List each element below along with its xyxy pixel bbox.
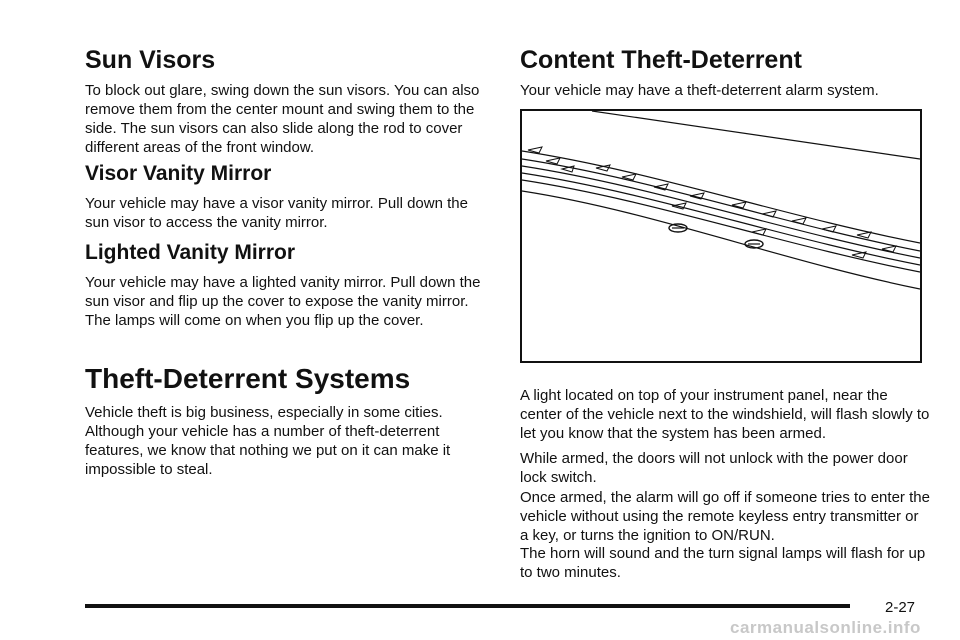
content-theft-p3: Once armed, the alarm will go off if someone tries to enter the vehicle without using the remote keyless entry transmitter or a key, or turns the ignition to ON/RUN. [520, 489, 930, 544]
page-number: 2-27 [885, 599, 916, 616]
sun-visors-body: To block out glare, swing down the sun visors. You can also remove them from the center mount and swing them to the side. The sun visors can also slide along the rod to cover different areas of the front window. [85, 82, 480, 156]
sun-visors-heading: Sun Visors [85, 46, 216, 74]
content-theft-p2: While armed, the doors will not unlock with the power door lock switch. [520, 450, 908, 486]
visor-vanity-heading: Visor Vanity Mirror [85, 162, 272, 185]
content-theft-p1: A light located on top of your instrument panel, near the center of the vehicle next to the windshield, will flash slowly to let you know that the system has been armed. [520, 387, 930, 442]
watermark-logo: carmanualsonline.info [730, 618, 921, 637]
windshield-defrost-vent-drawing [522, 111, 920, 361]
content-theft-heading: Content Theft-Deterrent [520, 46, 802, 74]
dashboard-illustration [520, 109, 922, 363]
footer-rule [85, 604, 850, 608]
theft-systems-body: Vehicle theft is big business, especially in some cities. Although your vehicle has a number of theft-deterrent features, we know that nothing we put on it can make it impossible to steal. [85, 404, 451, 478]
visor-vanity-body: Your vehicle may have a visor vanity mirror. Pull down the sun visor to access the vanity mirror. [85, 195, 468, 231]
lighted-vanity-heading: Lighted Vanity Mirror [85, 241, 296, 264]
lighted-vanity-body: Your vehicle may have a lighted vanity mirror. Pull down the sun visor and flip up the cover to expose the vanity mirror. The lamps will come on when you flip up the cover. [85, 274, 481, 329]
content-theft-p4: The horn will sound and the turn signal lamps will flash for up to two minutes. [520, 545, 926, 581]
theft-systems-heading: Theft-Deterrent Systems [85, 363, 411, 394]
windshield-edge-line [592, 111, 920, 159]
content-theft-intro: Your vehicle may have a theft-deterrent alarm system. [520, 82, 879, 99]
